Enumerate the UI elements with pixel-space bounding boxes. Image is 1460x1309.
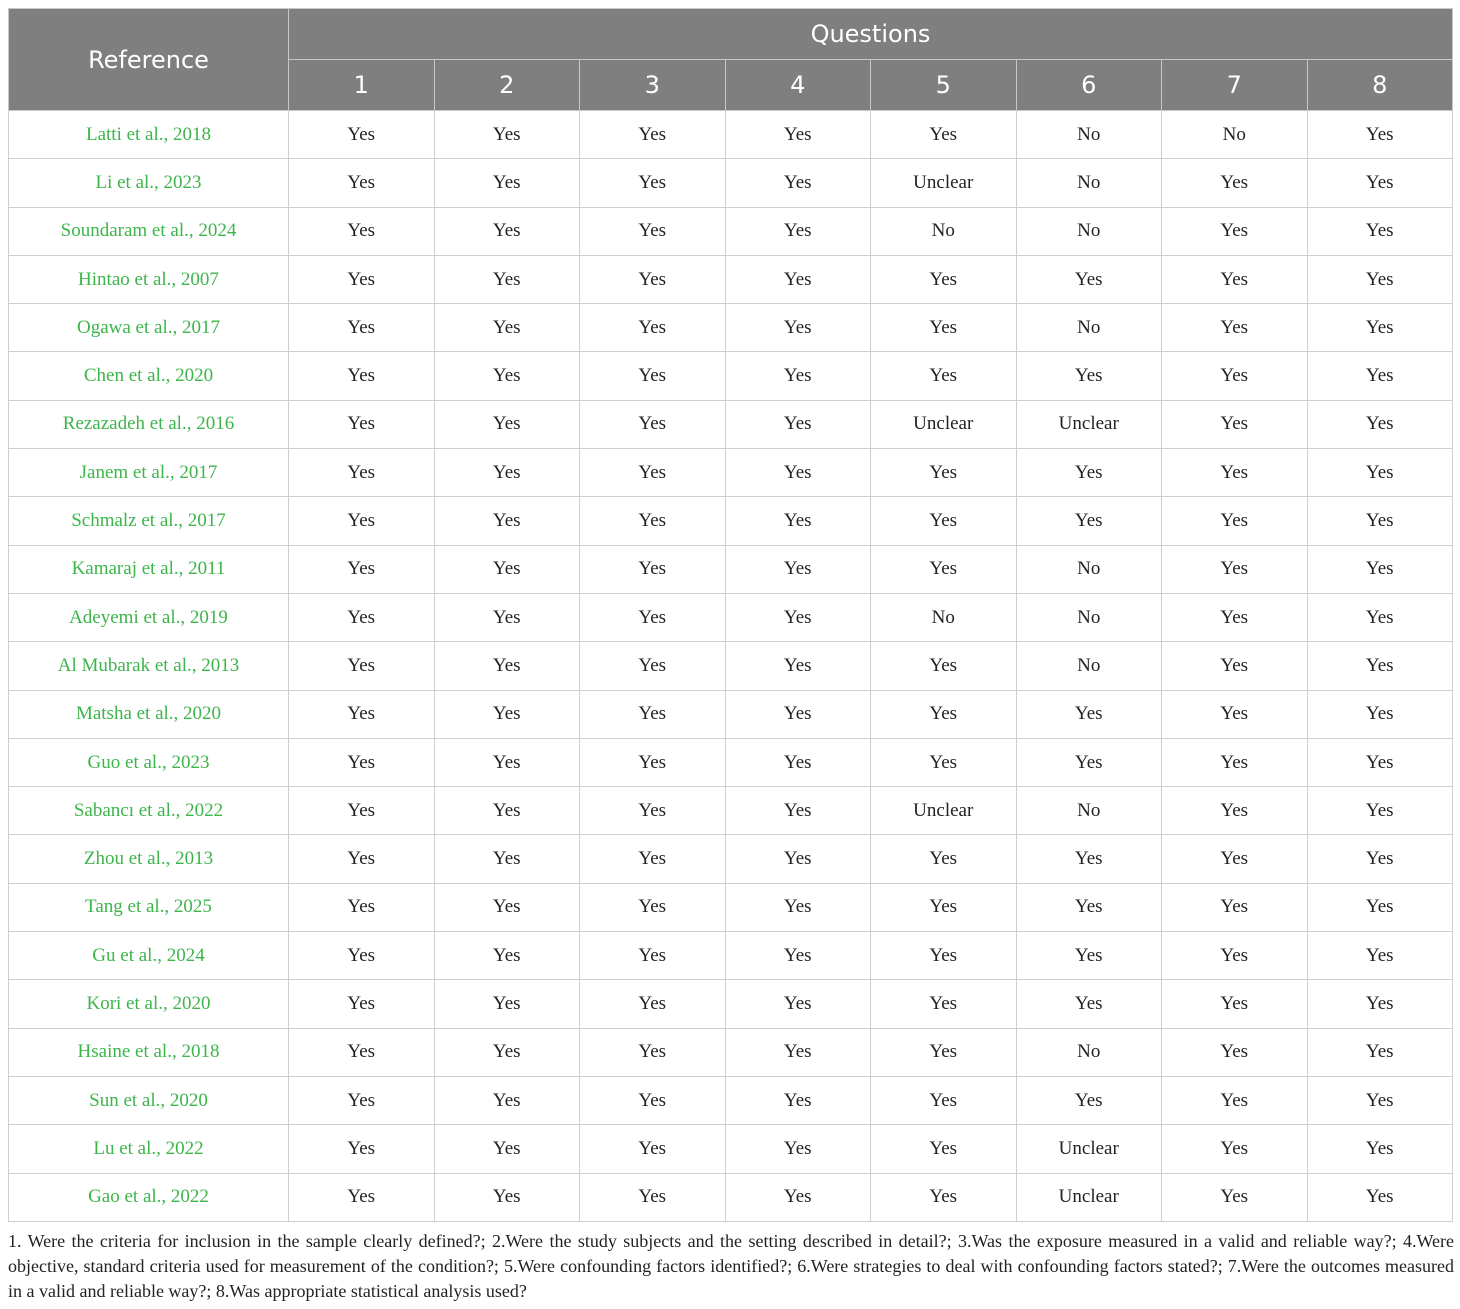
answer-cell: Yes xyxy=(1162,545,1308,593)
answer-cell: Yes xyxy=(871,690,1017,738)
answer-cell: No xyxy=(871,207,1017,255)
answer-cell: Yes xyxy=(725,304,871,352)
answer-cell: Yes xyxy=(1016,352,1162,400)
question-number-header: 8 xyxy=(1307,60,1453,111)
answer-cell: Yes xyxy=(1307,497,1453,545)
answer-cell: Yes xyxy=(434,932,580,980)
answer-cell: Yes xyxy=(1162,497,1308,545)
answer-cell: Yes xyxy=(871,255,1017,303)
answer-cell: Yes xyxy=(580,787,726,835)
answer-cell: Yes xyxy=(289,642,435,690)
reference-link[interactable]: Al Mubarak et al., 2013 xyxy=(9,642,289,690)
answer-cell: Yes xyxy=(289,449,435,497)
reference-link[interactable]: Janem et al., 2017 xyxy=(9,449,289,497)
table-row xyxy=(9,980,1453,1028)
answer-cell: Yes xyxy=(1162,207,1308,255)
answer-cell: Yes xyxy=(580,738,726,786)
answer-cell: Unclear xyxy=(1016,1125,1162,1173)
answer-cell: Yes xyxy=(1016,835,1162,883)
answer-cell: Yes xyxy=(1162,738,1308,786)
answer-cell: Unclear xyxy=(1016,1173,1162,1221)
answer-cell: Yes xyxy=(725,352,871,400)
answer-cell: No xyxy=(1016,545,1162,593)
answer-cell: Yes xyxy=(289,932,435,980)
answer-cell: Yes xyxy=(725,400,871,448)
answer-cell: Yes xyxy=(580,690,726,738)
answer-cell: Yes xyxy=(434,738,580,786)
answer-cell: Yes xyxy=(871,545,1017,593)
answer-cell: Yes xyxy=(289,400,435,448)
answer-cell: Yes xyxy=(434,593,580,641)
answer-cell: Yes xyxy=(725,883,871,931)
answer-cell: Yes xyxy=(580,255,726,303)
answer-cell: Yes xyxy=(1162,1076,1308,1124)
answer-cell: Unclear xyxy=(871,787,1017,835)
reference-link[interactable]: Hsaine et al., 2018 xyxy=(9,1028,289,1076)
answer-cell: Yes xyxy=(1162,1028,1308,1076)
answer-cell: Yes xyxy=(289,593,435,641)
answer-cell: Yes xyxy=(871,642,1017,690)
reference-link[interactable]: Adeyemi et al., 2019 xyxy=(9,593,289,641)
answer-cell: Yes xyxy=(1016,449,1162,497)
answer-cell: Yes xyxy=(434,207,580,255)
answer-cell: Yes xyxy=(1016,738,1162,786)
table-row xyxy=(9,593,1453,641)
answer-cell: Yes xyxy=(1162,255,1308,303)
table-row xyxy=(9,738,1453,786)
answer-cell: Yes xyxy=(871,497,1017,545)
table-row xyxy=(9,883,1453,931)
answer-cell: Yes xyxy=(580,497,726,545)
table-row xyxy=(9,1173,1453,1221)
answer-cell: Yes xyxy=(725,593,871,641)
answer-cell: Yes xyxy=(871,304,1017,352)
answer-cell: Yes xyxy=(725,545,871,593)
answer-cell: Yes xyxy=(289,1028,435,1076)
reference-link[interactable]: Guo et al., 2023 xyxy=(9,738,289,786)
answer-cell: Yes xyxy=(289,690,435,738)
reference-link[interactable]: Gao et al., 2022 xyxy=(9,1173,289,1221)
answer-cell: Yes xyxy=(580,400,726,448)
reference-link[interactable]: Sun et al., 2020 xyxy=(9,1076,289,1124)
question-number-header: 7 xyxy=(1162,60,1308,111)
answer-cell: Yes xyxy=(289,1076,435,1124)
header-row-top xyxy=(9,9,1453,60)
answer-cell: Yes xyxy=(289,545,435,593)
answer-cell: Yes xyxy=(580,835,726,883)
answer-cell: Yes xyxy=(725,1076,871,1124)
answer-cell: Yes xyxy=(1162,1173,1308,1221)
answer-cell: Yes xyxy=(1162,449,1308,497)
answer-cell: Yes xyxy=(434,449,580,497)
answer-cell: Yes xyxy=(1307,159,1453,207)
answer-cell: Yes xyxy=(434,980,580,1028)
table-row xyxy=(9,690,1453,738)
reference-link[interactable]: Sabancı et al., 2022 xyxy=(9,787,289,835)
answer-cell: Yes xyxy=(725,497,871,545)
table-row xyxy=(9,497,1453,545)
answer-cell: No xyxy=(871,593,1017,641)
answer-cell: Yes xyxy=(1162,883,1308,931)
answer-cell: Yes xyxy=(1016,1076,1162,1124)
table-row xyxy=(9,1125,1453,1173)
answer-cell: Yes xyxy=(1307,111,1453,159)
answer-cell: Yes xyxy=(580,1125,726,1173)
answer-cell: Yes xyxy=(580,1076,726,1124)
answer-cell: Yes xyxy=(871,1173,1017,1221)
reference-link[interactable]: Kori et al., 2020 xyxy=(9,980,289,1028)
table-row xyxy=(9,835,1453,883)
answer-cell: Yes xyxy=(871,352,1017,400)
answer-cell: Yes xyxy=(1307,352,1453,400)
answer-cell: Yes xyxy=(725,1173,871,1221)
answer-cell: No xyxy=(1016,1028,1162,1076)
answer-cell: Yes xyxy=(725,255,871,303)
answer-cell: Yes xyxy=(289,207,435,255)
answer-cell: Yes xyxy=(1307,304,1453,352)
answer-cell: Yes xyxy=(580,593,726,641)
answer-cell: Yes xyxy=(434,352,580,400)
reference-link[interactable]: Tang et al., 2025 xyxy=(9,883,289,931)
answer-cell: Yes xyxy=(725,787,871,835)
answer-cell: Yes xyxy=(1307,400,1453,448)
answer-cell: Yes xyxy=(580,932,726,980)
answer-cell: Yes xyxy=(434,835,580,883)
answer-cell: No xyxy=(1016,207,1162,255)
answer-cell: Yes xyxy=(289,835,435,883)
answer-cell: Yes xyxy=(580,159,726,207)
reference-link[interactable]: Soundaram et al., 2024 xyxy=(9,207,289,255)
answer-cell: Yes xyxy=(725,690,871,738)
table-row xyxy=(9,304,1453,352)
answer-cell: Unclear xyxy=(1016,400,1162,448)
answer-cell: Yes xyxy=(580,642,726,690)
answer-cell: Yes xyxy=(871,980,1017,1028)
table-body xyxy=(9,111,1453,1222)
reference-link[interactable]: Zhou et al., 2013 xyxy=(9,835,289,883)
question-number-header: 2 xyxy=(434,60,580,111)
answer-cell: Yes xyxy=(289,111,435,159)
answer-cell: Yes xyxy=(434,255,580,303)
answer-cell: Yes xyxy=(1307,883,1453,931)
reference-link[interactable]: Rezazadeh et al., 2016 xyxy=(9,400,289,448)
answer-cell: Yes xyxy=(580,883,726,931)
answer-cell: Yes xyxy=(725,1125,871,1173)
answer-cell: Yes xyxy=(1016,690,1162,738)
answer-cell: Yes xyxy=(871,1076,1017,1124)
answer-cell: Yes xyxy=(725,980,871,1028)
answer-cell: Yes xyxy=(434,690,580,738)
reference-link[interactable]: Lu et al., 2022 xyxy=(9,1125,289,1173)
table-row xyxy=(9,207,1453,255)
table-row xyxy=(9,642,1453,690)
answer-cell: No xyxy=(1016,111,1162,159)
answer-cell: Yes xyxy=(289,304,435,352)
answer-cell: Yes xyxy=(1162,835,1308,883)
answer-cell: Yes xyxy=(871,883,1017,931)
question-number-header: 3 xyxy=(580,60,726,111)
answer-cell: Yes xyxy=(434,1173,580,1221)
quality-assessment-table xyxy=(8,8,1453,1222)
answer-cell: Yes xyxy=(1307,1028,1453,1076)
questions-header: Questions xyxy=(289,9,1453,60)
answer-cell: Unclear xyxy=(871,400,1017,448)
answer-cell: Yes xyxy=(725,111,871,159)
answer-cell: Yes xyxy=(1162,352,1308,400)
reference-link[interactable]: Schmalz et al., 2017 xyxy=(9,497,289,545)
reference-link[interactable]: Latti et al., 2018 xyxy=(9,111,289,159)
answer-cell: Yes xyxy=(725,835,871,883)
answer-cell: Yes xyxy=(1307,980,1453,1028)
answer-cell: Yes xyxy=(1307,738,1453,786)
answer-cell: Yes xyxy=(871,1125,1017,1173)
answer-cell: Yes xyxy=(1162,1125,1308,1173)
answer-cell: Yes xyxy=(1307,255,1453,303)
answer-cell: Yes xyxy=(1307,207,1453,255)
answer-cell: Yes xyxy=(434,787,580,835)
table-row xyxy=(9,1076,1453,1124)
answer-cell: Yes xyxy=(434,497,580,545)
table-row xyxy=(9,352,1453,400)
answer-cell: Yes xyxy=(1162,593,1308,641)
answer-cell: Yes xyxy=(725,159,871,207)
answer-cell: Yes xyxy=(434,304,580,352)
answer-cell: Yes xyxy=(1162,304,1308,352)
answer-cell: Yes xyxy=(1307,449,1453,497)
answer-cell: Yes xyxy=(580,304,726,352)
answer-cell: Yes xyxy=(725,1028,871,1076)
answer-cell: Yes xyxy=(580,545,726,593)
answer-cell: Yes xyxy=(1016,932,1162,980)
table-row xyxy=(9,255,1453,303)
table-row xyxy=(9,932,1453,980)
answer-cell: Yes xyxy=(725,738,871,786)
answer-cell: Yes xyxy=(434,1125,580,1173)
answer-cell: Yes xyxy=(289,738,435,786)
answer-cell: Yes xyxy=(289,352,435,400)
reference-link[interactable]: Hintao et al., 2007 xyxy=(9,255,289,303)
answer-cell: No xyxy=(1016,787,1162,835)
reference-link[interactable]: Chen et al., 2020 xyxy=(9,352,289,400)
question-number-header: 5 xyxy=(871,60,1017,111)
answer-cell: Yes xyxy=(1162,690,1308,738)
table-row xyxy=(9,787,1453,835)
reference-link[interactable]: Matsha et al., 2020 xyxy=(9,690,289,738)
answer-cell: Yes xyxy=(434,159,580,207)
answer-cell: Yes xyxy=(434,111,580,159)
answer-cell: Yes xyxy=(289,497,435,545)
table-row xyxy=(9,400,1453,448)
table-row xyxy=(9,111,1453,159)
answer-cell: Yes xyxy=(1162,980,1308,1028)
answer-cell: Yes xyxy=(1307,1076,1453,1124)
answer-cell: Yes xyxy=(434,642,580,690)
answer-cell: Yes xyxy=(871,111,1017,159)
answer-cell: Yes xyxy=(1016,883,1162,931)
table-footnote: 1. Were the criteria for inclusion in the sample clearly defined?; 2.Were the study subjects and the setting described in detail?; 3.Was the exposure measured in a valid and reliable way?; 4.Were objective, standard criteria used for measurement of the condition?; 5.Were confounding factors identified?; 6.Were strategies to deal with confounding factors stated?; 7.Were the outcomes measured in a valid and reliable way?; 8.Was appropriate statistical analysis used? xyxy=(8,1231,1454,1301)
reference-header: Reference xyxy=(9,9,289,111)
table-row xyxy=(9,1028,1453,1076)
table-row xyxy=(9,545,1453,593)
answer-cell: Yes xyxy=(725,449,871,497)
answer-cell: Yes xyxy=(289,1125,435,1173)
answer-cell: Yes xyxy=(1307,545,1453,593)
answer-cell: Yes xyxy=(434,1028,580,1076)
answer-cell: Yes xyxy=(725,207,871,255)
answer-cell: Yes xyxy=(580,207,726,255)
reference-link[interactable]: Kamaraj et al., 2011 xyxy=(9,545,289,593)
table-row xyxy=(9,449,1453,497)
reference-link[interactable]: Ogawa et al., 2017 xyxy=(9,304,289,352)
answer-cell: Yes xyxy=(1307,1173,1453,1221)
reference-link[interactable]: Gu et al., 2024 xyxy=(9,932,289,980)
answer-cell: Yes xyxy=(289,883,435,931)
answer-cell: Yes xyxy=(580,449,726,497)
answer-cell: Yes xyxy=(1162,787,1308,835)
answer-cell: Yes xyxy=(434,400,580,448)
answer-cell: Unclear xyxy=(871,159,1017,207)
answer-cell: No xyxy=(1016,642,1162,690)
answer-cell: Yes xyxy=(1016,497,1162,545)
answer-cell: Yes xyxy=(580,1173,726,1221)
answer-cell: Yes xyxy=(434,1076,580,1124)
answer-cell: Yes xyxy=(1307,835,1453,883)
answer-cell: Yes xyxy=(871,738,1017,786)
answer-cell: Yes xyxy=(580,1028,726,1076)
answer-cell: Yes xyxy=(871,835,1017,883)
answer-cell: Yes xyxy=(289,787,435,835)
answer-cell: Yes xyxy=(434,545,580,593)
answer-cell: No xyxy=(1162,111,1308,159)
answer-cell: Yes xyxy=(1307,1125,1453,1173)
answer-cell: Yes xyxy=(289,159,435,207)
answer-cell: Yes xyxy=(725,642,871,690)
question-number-header: 4 xyxy=(725,60,871,111)
answer-cell: Yes xyxy=(1162,932,1308,980)
answer-cell: Yes xyxy=(1307,642,1453,690)
answer-cell: Yes xyxy=(1162,400,1308,448)
answer-cell: Yes xyxy=(434,883,580,931)
answer-cell: Yes xyxy=(1307,932,1453,980)
question-number-header: 1 xyxy=(289,60,435,111)
answer-cell: Yes xyxy=(1307,690,1453,738)
answer-cell: Yes xyxy=(871,449,1017,497)
answer-cell: Yes xyxy=(289,255,435,303)
answer-cell: Yes xyxy=(1016,255,1162,303)
answer-cell: Yes xyxy=(725,932,871,980)
reference-link[interactable]: Li et al., 2023 xyxy=(9,159,289,207)
answer-cell: Yes xyxy=(1307,593,1453,641)
answer-cell: Yes xyxy=(1307,787,1453,835)
answer-cell: Yes xyxy=(1162,159,1308,207)
answer-cell: Yes xyxy=(289,980,435,1028)
answer-cell: Yes xyxy=(1162,642,1308,690)
answer-cell: Yes xyxy=(871,932,1017,980)
answer-cell: Yes xyxy=(1016,980,1162,1028)
answer-cell: No xyxy=(1016,593,1162,641)
answer-cell: Yes xyxy=(289,1173,435,1221)
question-number-header: 6 xyxy=(1016,60,1162,111)
answer-cell: No xyxy=(1016,159,1162,207)
answer-cell: Yes xyxy=(580,980,726,1028)
table-row xyxy=(9,159,1453,207)
answer-cell: No xyxy=(1016,304,1162,352)
answer-cell: Yes xyxy=(580,111,726,159)
answer-cell: Yes xyxy=(871,1028,1017,1076)
answer-cell: Yes xyxy=(580,352,726,400)
